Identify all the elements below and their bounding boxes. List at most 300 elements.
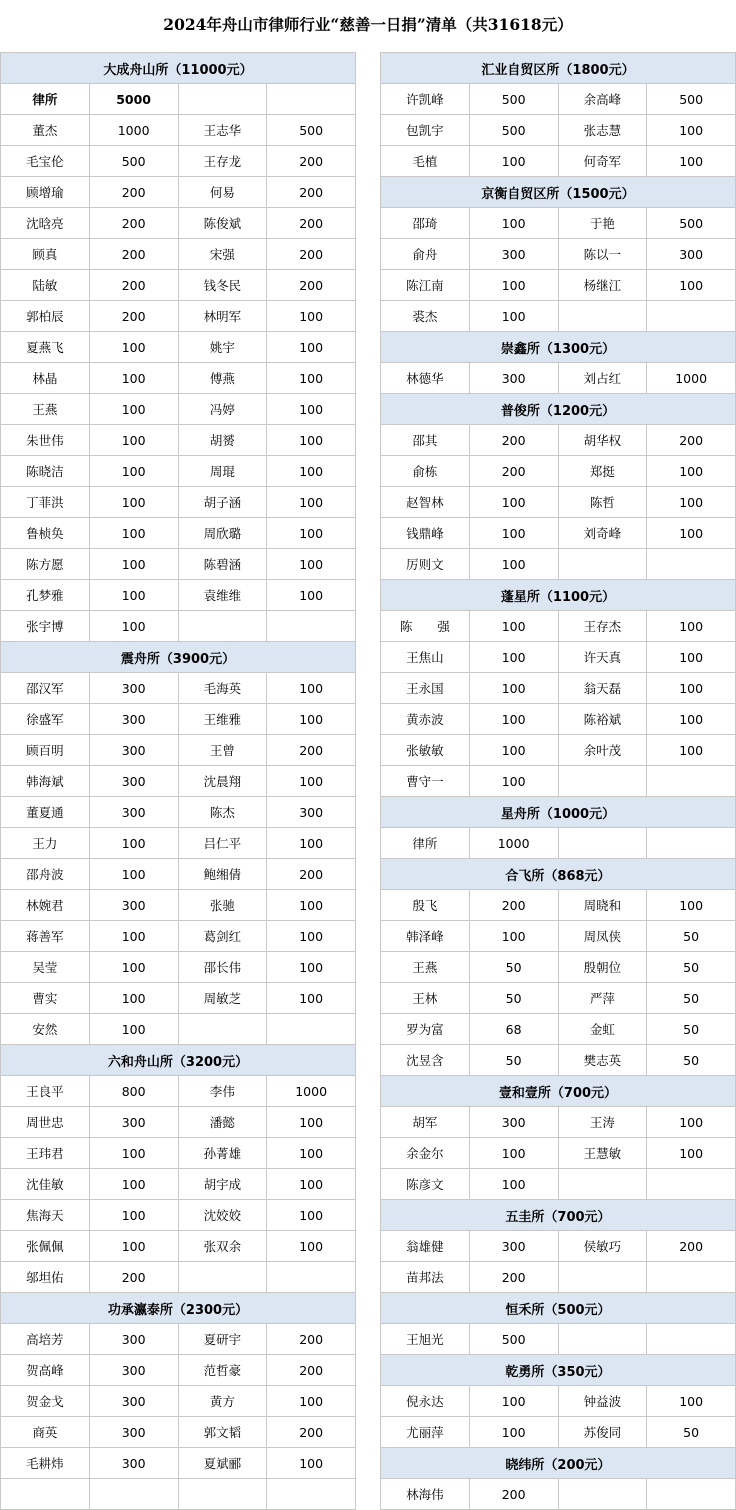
donor-name: [178, 1479, 267, 1510]
donor-name: 姚宇: [178, 332, 267, 363]
donor-name: 钱鼎峰: [381, 518, 470, 549]
donor-name: 俞舟: [381, 239, 470, 270]
donation-amount: [267, 1014, 356, 1045]
donation-amount: [647, 549, 736, 580]
donor-name: 钱冬民: [178, 270, 267, 301]
donor-row: [381, 1107, 736, 1138]
donation-amount: 100: [89, 394, 178, 425]
donation-amount: 100: [647, 704, 736, 735]
donor-row: [1, 890, 356, 921]
donor-row: [1, 1417, 356, 1448]
donor-name: 蒋善军: [1, 921, 90, 952]
donor-name: 厉则文: [381, 549, 470, 580]
donor-name: 鲁桢奂: [1, 518, 90, 549]
donation-table-right: [380, 52, 736, 1510]
donor-name: 焦海天: [1, 1200, 90, 1231]
donor-name: 许凯峰: [381, 84, 470, 115]
donation-amount: 100: [469, 766, 558, 797]
donor-name: 严萍: [558, 983, 647, 1014]
donor-name: 贺高峰: [1, 1355, 90, 1386]
donor-name: 苗邦法: [381, 1262, 470, 1293]
firm-header-row: [381, 1076, 736, 1107]
donor-name: 徐盛军: [1, 704, 90, 735]
donation-amount: 100: [89, 332, 178, 363]
donor-name: 张双余: [178, 1231, 267, 1262]
firm-name: 六和舟山所（3200元）: [1, 1045, 356, 1076]
donor-name: 顾增瑜: [1, 177, 90, 208]
donor-row: [1, 332, 356, 363]
firm-header-row: [381, 394, 736, 425]
donation-amount: 68: [469, 1014, 558, 1045]
firm-name: 星舟所（1000元）: [381, 797, 736, 828]
donor-name: 殷飞: [381, 890, 470, 921]
donation-amount: 100: [469, 642, 558, 673]
donor-row: [381, 1169, 736, 1200]
donation-amount: [647, 301, 736, 332]
donation-amount: 50: [647, 921, 736, 952]
donor-name: 刘奇峰: [558, 518, 647, 549]
firm-header-row: [381, 797, 736, 828]
donation-amount: 100: [89, 487, 178, 518]
donor-name: 林晶: [1, 363, 90, 394]
donor-name: 鲍缃倩: [178, 859, 267, 890]
donation-amount: 100: [469, 487, 558, 518]
donor-name: 陈彦文: [381, 1169, 470, 1200]
donor-name: 毛耕炜: [1, 1448, 90, 1479]
donor-name: 张敏敏: [381, 735, 470, 766]
firm-header-row: [1, 1293, 356, 1324]
donor-name: 周琨: [178, 456, 267, 487]
donation-amount: 100: [469, 146, 558, 177]
donation-amount: 50: [469, 952, 558, 983]
donor-name: 孙菁雄: [178, 1138, 267, 1169]
donor-row: [1, 1076, 356, 1107]
donor-name: [1, 1479, 90, 1510]
donor-name: 苏俊同: [558, 1417, 647, 1448]
donation-amount: 100: [469, 1417, 558, 1448]
donation-amount: [647, 1324, 736, 1355]
donor-row: [381, 983, 736, 1014]
donation-amount: 300: [469, 1107, 558, 1138]
donation-amount: 100: [647, 611, 736, 642]
donor-name: 俞栋: [381, 456, 470, 487]
donor-name: 夏斌郦: [178, 1448, 267, 1479]
donor-name: 王曾: [178, 735, 267, 766]
donation-amount: 200: [469, 456, 558, 487]
donor-row: [1, 828, 356, 859]
donor-name: 葛剑红: [178, 921, 267, 952]
firm-name: 功承瀛泰所（2300元）: [1, 1293, 356, 1324]
donation-amount: 100: [647, 456, 736, 487]
donor-name: [178, 84, 267, 115]
donation-amount: 200: [267, 859, 356, 890]
donor-name: 郑挺: [558, 456, 647, 487]
donation-amount: 100: [89, 549, 178, 580]
donation-amount: [647, 766, 736, 797]
firm-name: 大成舟山所（11000元）: [1, 53, 356, 84]
donation-amount: 300: [469, 239, 558, 270]
donor-name: 翁天磊: [558, 673, 647, 704]
donor-row: [381, 611, 736, 642]
donor-name: 周世忠: [1, 1107, 90, 1138]
firm-header-row: [381, 580, 736, 611]
donation-amount: 200: [267, 1355, 356, 1386]
donor-name: 袁维维: [178, 580, 267, 611]
donor-row: [381, 952, 736, 983]
donation-amount: 100: [89, 363, 178, 394]
donation-amount: 100: [89, 952, 178, 983]
donation-amount: 200: [267, 146, 356, 177]
donation-amount: 5000: [89, 84, 178, 115]
donor-row: [1, 425, 356, 456]
donor-name: 尤丽萍: [381, 1417, 470, 1448]
donor-name: 周凤侠: [558, 921, 647, 952]
donor-row: [1, 797, 356, 828]
donation-amount: 200: [267, 239, 356, 270]
donor-name: 顾百明: [1, 735, 90, 766]
donor-name: 郭柏辰: [1, 301, 90, 332]
donor-name: 李伟: [178, 1076, 267, 1107]
donor-name: 毛海英: [178, 673, 267, 704]
donation-amount: 500: [647, 208, 736, 239]
donor-name: 黄方: [178, 1386, 267, 1417]
donor-name: [558, 1169, 647, 1200]
donor-name: 陈裕斌: [558, 704, 647, 735]
donor-row: [381, 735, 736, 766]
donor-name: 林海伟: [381, 1479, 470, 1510]
donor-row: [381, 1138, 736, 1169]
donor-row: [1, 1355, 356, 1386]
donor-name: 陈碧涵: [178, 549, 267, 580]
donor-name: 邬坦佑: [1, 1262, 90, 1293]
donor-row: [381, 549, 736, 580]
donor-row: [1, 549, 356, 580]
donor-row: [1, 704, 356, 735]
donor-name: 韩海斌: [1, 766, 90, 797]
donation-amount: [647, 1479, 736, 1510]
donor-name: 冯婷: [178, 394, 267, 425]
firm-header-row: [381, 859, 736, 890]
donor-row: [1, 766, 356, 797]
firm-name: 合飞所（868元）: [381, 859, 736, 890]
donor-name: 夏燕飞: [1, 332, 90, 363]
donor-row: [381, 239, 736, 270]
donation-amount: 300: [89, 704, 178, 735]
donor-name: 胡子涵: [178, 487, 267, 518]
donor-name: 韩泽峰: [381, 921, 470, 952]
donor-row: [381, 1386, 736, 1417]
donation-amount: 300: [469, 1231, 558, 1262]
donation-amount: 100: [267, 1386, 356, 1417]
donation-amount: 100: [89, 1200, 178, 1231]
donor-name: [178, 611, 267, 642]
donor-name: [558, 1479, 647, 1510]
donor-row: [1, 673, 356, 704]
donation-amount: [89, 1479, 178, 1510]
donation-amount: 100: [267, 704, 356, 735]
donor-name: 倪永达: [381, 1386, 470, 1417]
donor-row: [381, 518, 736, 549]
donor-name: 吴莹: [1, 952, 90, 983]
donor-row: [1, 270, 356, 301]
donor-row: [1, 1138, 356, 1169]
donation-amount: 500: [469, 1324, 558, 1355]
donation-amount: [647, 828, 736, 859]
donor-name: 陈晓洁: [1, 456, 90, 487]
donor-row: [381, 921, 736, 952]
firm-header-row: [381, 1448, 736, 1479]
donation-amount: 100: [89, 983, 178, 1014]
donation-amount: 50: [647, 1417, 736, 1448]
donor-name: 范哲豪: [178, 1355, 267, 1386]
donor-name: 周欣璐: [178, 518, 267, 549]
donor-name: 陆敏: [1, 270, 90, 301]
donation-amount: [267, 84, 356, 115]
donation-amount: 200: [89, 301, 178, 332]
donation-amount: 1000: [647, 363, 736, 394]
firm-name: 恒禾所（500元）: [381, 1293, 736, 1324]
donation-amount: 100: [267, 890, 356, 921]
donor-row: [1, 394, 356, 425]
firm-name: 乾勇所（350元）: [381, 1355, 736, 1386]
donor-name: 王旭光: [381, 1324, 470, 1355]
donor-name: 胡赟: [178, 425, 267, 456]
donor-row: [381, 1479, 736, 1510]
donor-name: [558, 1324, 647, 1355]
firm-header-row: [381, 177, 736, 208]
donor-row: [1, 1200, 356, 1231]
donor-name: 邵其: [381, 425, 470, 456]
donor-name: 吕仁平: [178, 828, 267, 859]
donor-name: [558, 1262, 647, 1293]
donor-name: 林婉君: [1, 890, 90, 921]
donation-amount: 100: [469, 735, 558, 766]
donor-row: [1, 1169, 356, 1200]
firm-name: 汇业自贸区所（1800元）: [381, 53, 736, 84]
donation-amount: 100: [89, 921, 178, 952]
donation-amount: 300: [89, 1324, 178, 1355]
donor-name: 包凯宇: [381, 115, 470, 146]
donation-amount: 100: [647, 1386, 736, 1417]
donor-name: 陈 强: [381, 611, 470, 642]
donor-name: 金虹: [558, 1014, 647, 1045]
donation-amount: 100: [469, 1386, 558, 1417]
donor-row: [1, 208, 356, 239]
donor-name: 王燕: [1, 394, 90, 425]
firm-header-row: [381, 1355, 736, 1386]
donor-row: [381, 301, 736, 332]
donor-name: 刘占红: [558, 363, 647, 394]
donation-amount: 300: [89, 1355, 178, 1386]
donor-name: 王维雅: [178, 704, 267, 735]
donor-row: [1, 115, 356, 146]
donation-amount: 50: [647, 952, 736, 983]
firm-header-row: [381, 1293, 736, 1324]
firm-name: 震舟所（3900元）: [1, 642, 356, 673]
donation-amount: 200: [89, 239, 178, 270]
donor-row: [1, 1448, 356, 1479]
donation-amount: 1000: [469, 828, 558, 859]
donor-name: 夏研宇: [178, 1324, 267, 1355]
donor-name: 王存杰: [558, 611, 647, 642]
donation-amount: 100: [647, 890, 736, 921]
donor-row: [381, 425, 736, 456]
donor-name: 于艳: [558, 208, 647, 239]
donor-row: [1, 239, 356, 270]
donation-amount: 100: [267, 766, 356, 797]
firm-header-row: [1, 1045, 356, 1076]
donor-name: 余高峰: [558, 84, 647, 115]
donation-amount: 100: [647, 487, 736, 518]
donor-name: 安然: [1, 1014, 90, 1045]
donation-amount: 300: [89, 1417, 178, 1448]
donor-name: [558, 766, 647, 797]
donor-row: [1, 518, 356, 549]
donation-amount: 100: [267, 673, 356, 704]
donor-row: [1, 1231, 356, 1262]
donor-name: 王良平: [1, 1076, 90, 1107]
donation-amount: 100: [267, 425, 356, 456]
donor-name: 宋强: [178, 239, 267, 270]
donation-amount: 300: [267, 797, 356, 828]
donation-amount: [647, 1262, 736, 1293]
donation-amount: 300: [89, 797, 178, 828]
donor-row: [381, 363, 736, 394]
donor-name: 罗为富: [381, 1014, 470, 1045]
donation-amount: 100: [469, 704, 558, 735]
donation-amount: 100: [267, 456, 356, 487]
donation-amount: 100: [267, 1448, 356, 1479]
donor-row: [1, 611, 356, 642]
donation-amount: 50: [647, 1045, 736, 1076]
donation-amount: 100: [89, 1138, 178, 1169]
donation-amount: 100: [469, 301, 558, 332]
donation-amount: 100: [267, 363, 356, 394]
donation-amount: 100: [647, 735, 736, 766]
firm-header-row: [381, 53, 736, 84]
donor-name: 林德华: [381, 363, 470, 394]
donation-amount: 50: [469, 983, 558, 1014]
donor-row: [381, 1262, 736, 1293]
donation-amount: 200: [267, 1417, 356, 1448]
donor-row: [381, 1417, 736, 1448]
donor-name: 王志华: [178, 115, 267, 146]
donor-row: [1, 1107, 356, 1138]
donor-name: 陈杰: [178, 797, 267, 828]
donation-amount: 100: [469, 208, 558, 239]
donor-name: 胡宇成: [178, 1169, 267, 1200]
donation-amount: 100: [89, 859, 178, 890]
donation-amount: 50: [647, 1014, 736, 1045]
donor-name: 王涛: [558, 1107, 647, 1138]
donation-amount: [267, 611, 356, 642]
donor-name: 毛宝伦: [1, 146, 90, 177]
donor-row: [381, 766, 736, 797]
donor-name: 黄赤波: [381, 704, 470, 735]
donor-name: 王玮君: [1, 1138, 90, 1169]
donation-amount: 200: [469, 1262, 558, 1293]
donation-amount: 300: [89, 735, 178, 766]
donor-row: [1, 735, 356, 766]
donation-amount: 200: [267, 270, 356, 301]
firm-name: 壹和壹所（700元）: [381, 1076, 736, 1107]
donation-amount: 100: [647, 146, 736, 177]
donor-name: 王永国: [381, 673, 470, 704]
donation-amount: 200: [267, 1324, 356, 1355]
donor-name: 沈晨翔: [178, 766, 267, 797]
donor-name: [558, 549, 647, 580]
donor-row: [1, 301, 356, 332]
donor-name: 高培芳: [1, 1324, 90, 1355]
donor-row: [381, 673, 736, 704]
donor-name: 钟益波: [558, 1386, 647, 1417]
donor-name: [558, 301, 647, 332]
donation-amount: 200: [469, 890, 558, 921]
donor-name: 傅燕: [178, 363, 267, 394]
donation-amount: 100: [647, 115, 736, 146]
donation-amount: 100: [89, 828, 178, 859]
donation-amount: 100: [647, 270, 736, 301]
donor-name: 王慧敏: [558, 1138, 647, 1169]
donor-name: 周晓和: [558, 890, 647, 921]
donation-amount: 500: [647, 84, 736, 115]
donor-row: [381, 146, 736, 177]
donor-name: 丁菲洪: [1, 487, 90, 518]
donation-amount: 100: [89, 425, 178, 456]
donor-name: 殷朝位: [558, 952, 647, 983]
donor-name: 翁雄健: [381, 1231, 470, 1262]
firm-name: 崇鑫所（1300元）: [381, 332, 736, 363]
donation-amount: [267, 1262, 356, 1293]
donor-row: [1, 1324, 356, 1355]
donor-row: [1, 146, 356, 177]
donation-amount: 100: [89, 456, 178, 487]
donation-amount: 300: [89, 890, 178, 921]
donation-amount: 100: [469, 518, 558, 549]
donation-amount: 300: [647, 239, 736, 270]
donation-amount: 200: [267, 735, 356, 766]
donation-amount: 200: [89, 208, 178, 239]
donor-row: [381, 1045, 736, 1076]
donation-amount: 100: [267, 301, 356, 332]
donation-amount: 200: [89, 1262, 178, 1293]
donor-name: 商英: [1, 1417, 90, 1448]
donor-row: [1, 456, 356, 487]
donor-name: 张宇博: [1, 611, 90, 642]
donor-name: 贺金戈: [1, 1386, 90, 1417]
donation-amount: 500: [89, 146, 178, 177]
donation-amount: 100: [267, 332, 356, 363]
firm-name: 京衡自贸区所（1500元）: [381, 177, 736, 208]
donor-row: [381, 704, 736, 735]
donor-row: [1, 1386, 356, 1417]
donor-row: [381, 456, 736, 487]
donation-amount: 100: [267, 518, 356, 549]
donation-amount: 100: [469, 1138, 558, 1169]
donor-name: 林明军: [178, 301, 267, 332]
donor-name: 王林: [381, 983, 470, 1014]
donation-amount: 100: [267, 983, 356, 1014]
donation-table-left: [0, 52, 356, 1510]
firm-name: 晓纬所（200元）: [381, 1448, 736, 1479]
donor-row: [1, 1262, 356, 1293]
donor-row: [1, 1479, 356, 1510]
donation-amount: 100: [89, 611, 178, 642]
donor-name: 周敏芝: [178, 983, 267, 1014]
donation-amount: 500: [469, 84, 558, 115]
donor-row: [1, 1014, 356, 1045]
donor-name: 孔梦雅: [1, 580, 90, 611]
